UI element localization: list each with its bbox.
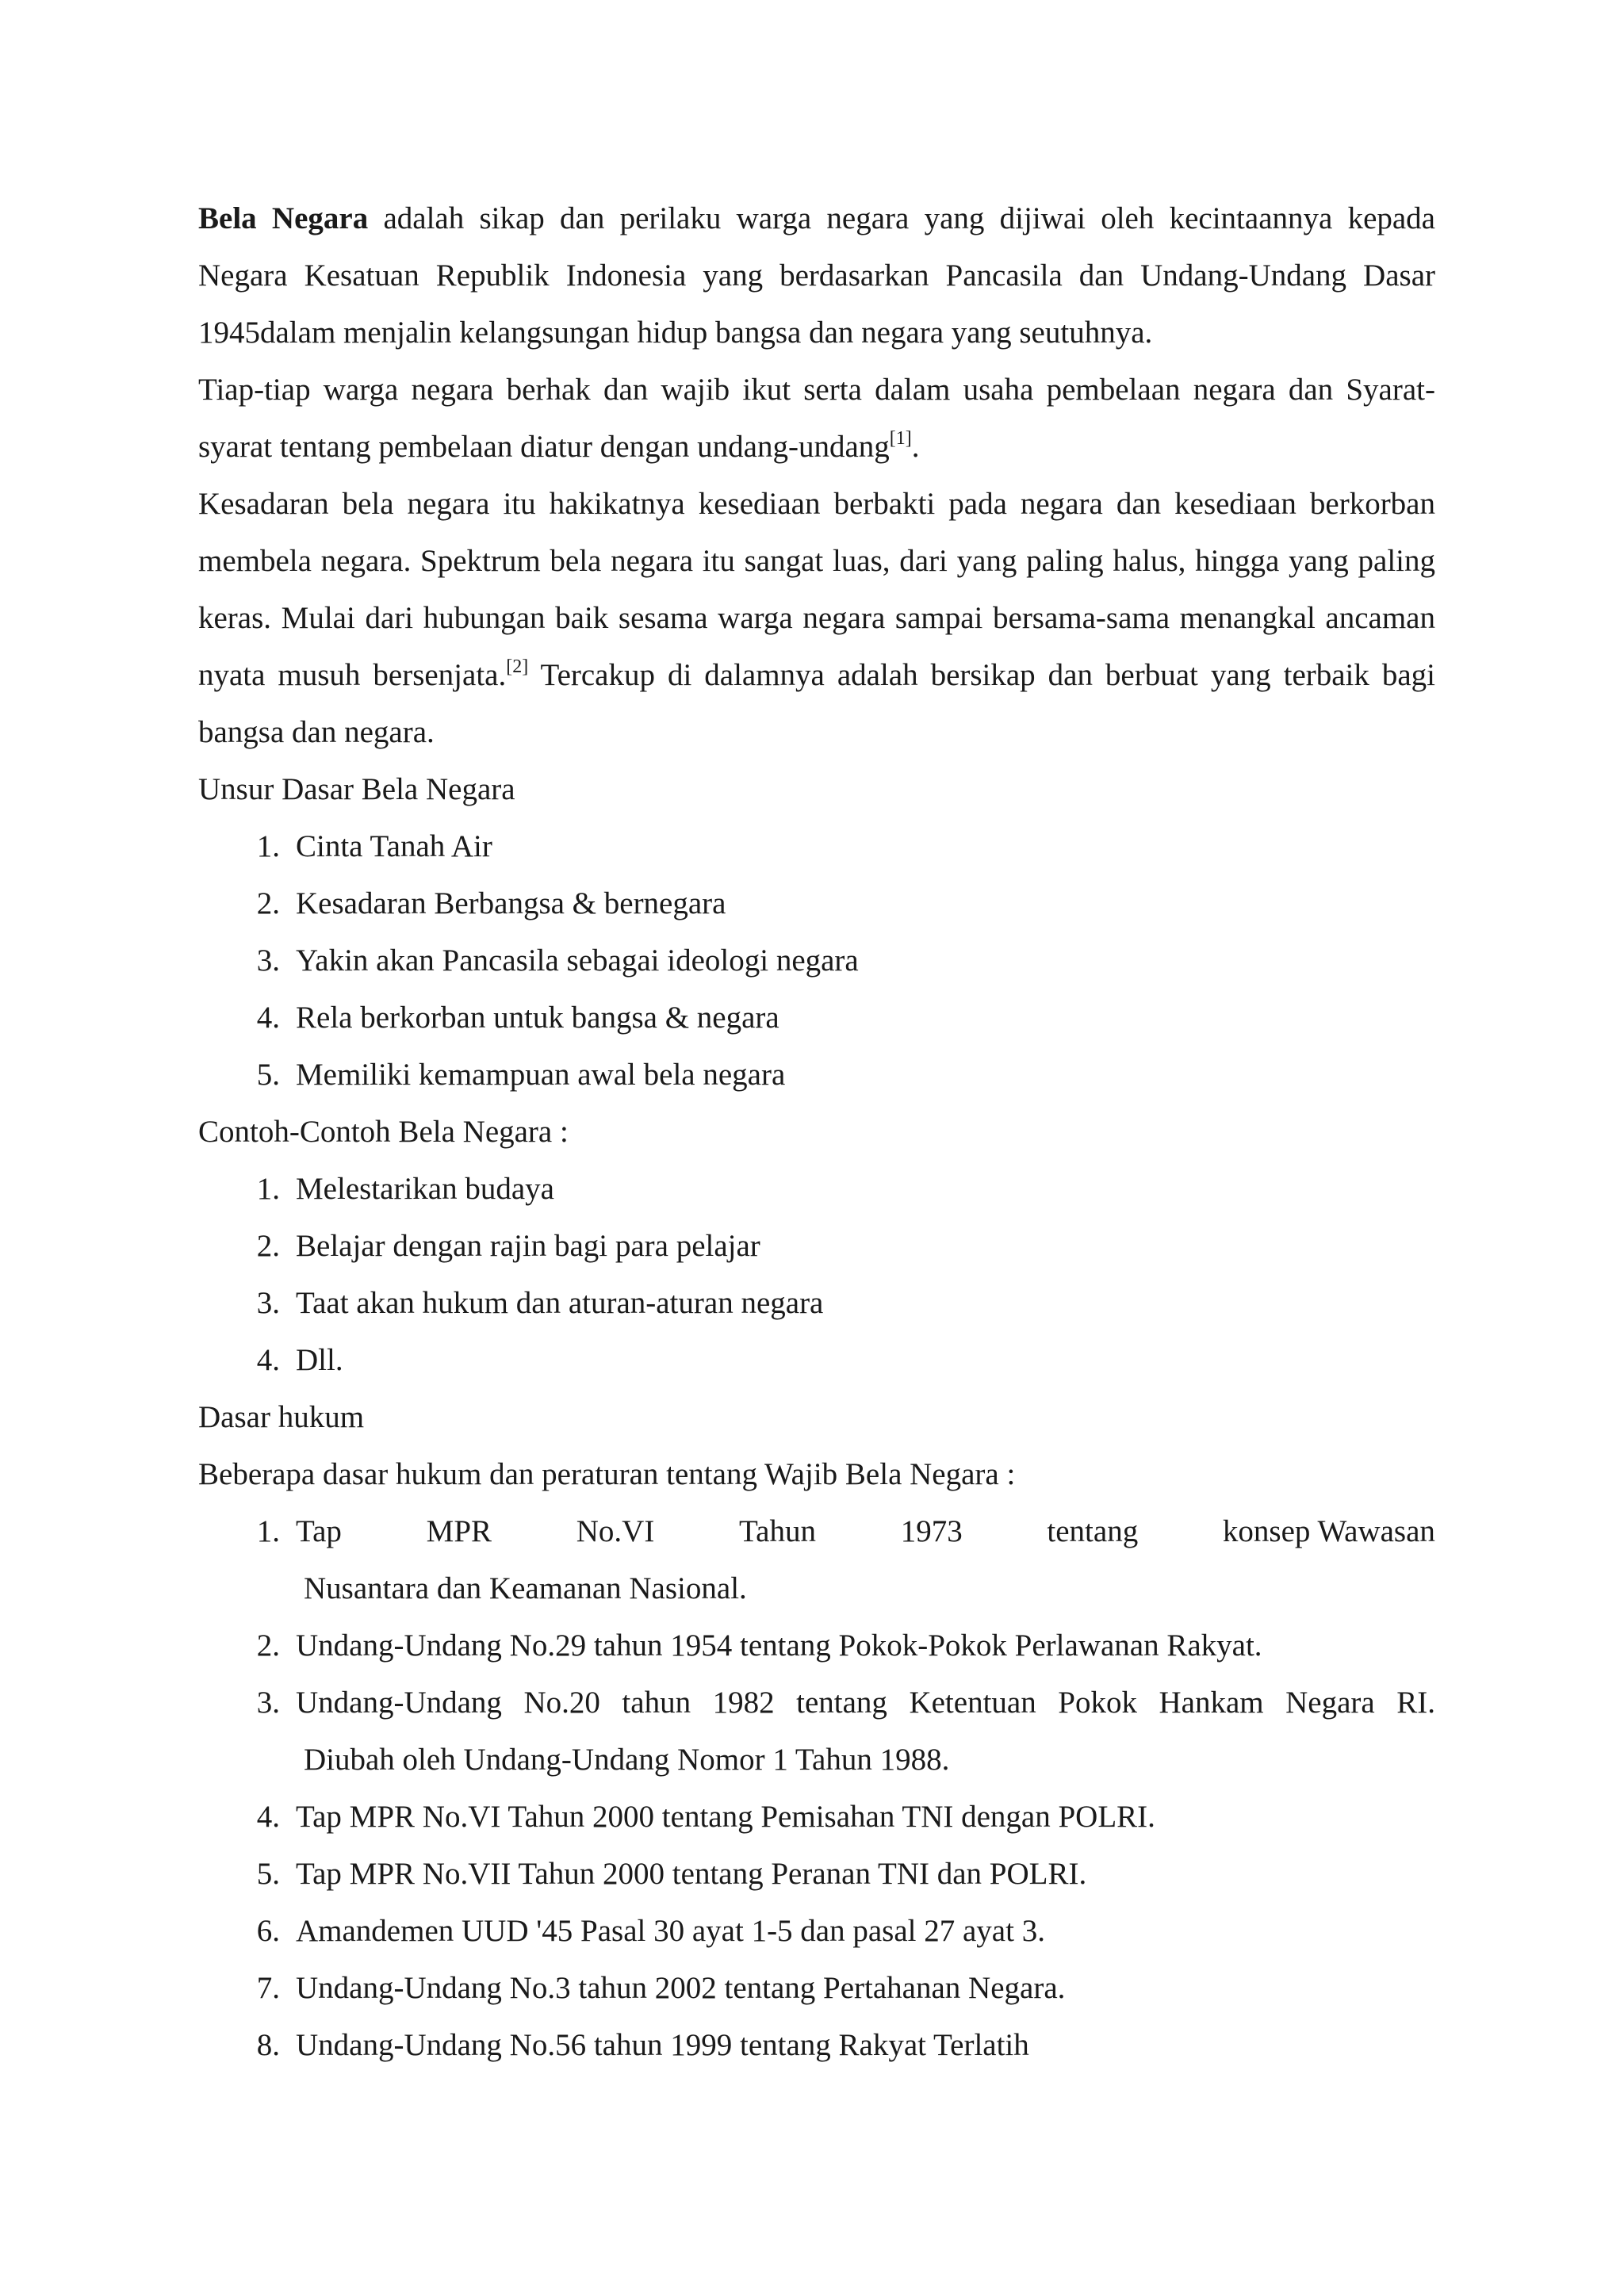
list-item [198, 1218, 1435, 1275]
intro-paragraph [198, 190, 1435, 362]
list-item [198, 1617, 1435, 1674]
intro-definition: adalah sikap dan perilaku warga negara yang dijiwai oleh kecintaannya kepada Negara Kesatuan Republik Indonesia yang berdasarkan Pancasila dan Undang-Undang Dasar 1945dalam menjalin kelangsungan hidup bangsa dan negara yang seutuhnya. [198, 201, 1435, 350]
list-item [198, 1674, 1435, 1789]
list-word: konsep Wawasan [1222, 1514, 1435, 1548]
list-item [198, 1789, 1435, 1846]
awareness-text-a: Kesadaran bela negara itu hakikatnya kesediaan berbakti pada negara dan kesediaan berkorban membela negara. Spektrum bela negara itu sangat luas, dari yang paling halus, hingga yang paling keras. Mulai dari hubungan baik sesama warga negara sampai bersama-sama menangkal ancaman nyata musuh bersenjata. [198, 487, 1435, 692]
list-number: 4. [256, 1343, 280, 1377]
list-item [198, 1903, 1435, 1960]
list-number: 1. [256, 1514, 280, 1548]
intro-term: Bela Negara [198, 201, 369, 235]
list-number: 5. [256, 1058, 280, 1092]
list-text: Kesadaran Berbangsa & bernegara [296, 886, 726, 920]
list-word: tentang [1047, 1514, 1139, 1548]
list-item [198, 818, 1435, 875]
obligation-end: . [911, 430, 920, 464]
list-item [198, 1047, 1435, 1104]
list-word: No.VI [576, 1514, 655, 1548]
list-number: 6. [256, 1914, 280, 1948]
list-text-continued: Diubah oleh Undang-Undang Nomor 1 Tahun 1988. [304, 1743, 950, 1777]
document-page [198, 190, 1435, 2074]
footnote-ref-2[interactable]: [2] [506, 656, 529, 677]
dasar-hukum-intro: Beberapa dasar hukum dan peraturan tentang Wajib Bela Negara : [198, 1457, 1016, 1491]
list-number: 2. [256, 1229, 280, 1263]
awareness-text-b: Tercakup di dalamnya adalah bersikap dan berbuat yang terbaik bagi bangsa dan negara. [198, 658, 1436, 749]
list-text: Memiliki kemampuan awal bela negara [296, 1058, 786, 1092]
list-text: Undang-Undang No.3 tahun 2002 tentang Pertahanan Negara. [296, 1971, 1066, 2005]
list-number: 4. [256, 1800, 280, 1834]
list-text: Amandemen UUD '45 Pasal 30 ayat 1-5 dan pasal 27 ayat 3. [296, 1914, 1045, 1948]
contoh-heading: Contoh-Contoh Bela Negara : [198, 1115, 569, 1149]
list-text: Undang-Undang No.20 tahun 1982 tentang Ketentuan Pokok Hankam Negara RI. [296, 1686, 1435, 1720]
list-text: Undang-Undang No.56 tahun 1999 tentang Rakyat Terlatih [296, 2028, 1029, 2062]
list-text-continued: Nusantara dan Keamanan Nasional. [304, 1571, 747, 1605]
dasar-hukum-list [198, 1503, 1435, 2074]
list-word: Tap [296, 1514, 342, 1548]
list-item [198, 1960, 1435, 2017]
list-text: Cinta Tanah Air [296, 829, 492, 863]
list-text [296, 1503, 1435, 1560]
list-word: MPR [426, 1514, 492, 1548]
footnote-ref-1[interactable]: [1] [889, 428, 912, 449]
list-text: Undang-Undang No.29 tahun 1954 tentang Pokok-Pokok Perlawanan Rakyat. [296, 1628, 1262, 1663]
list-item [198, 1503, 1435, 1617]
list-item [198, 1846, 1435, 1903]
list-number: 5. [256, 1857, 280, 1891]
list-text: Tap MPR No.VII Tahun 2000 tentang Peranan TNI dan POLRI. [296, 1857, 1087, 1891]
contoh-list [198, 1161, 1435, 1389]
list-number: 8. [256, 2028, 280, 2062]
list-text: Melestarikan budaya [296, 1172, 554, 1206]
list-word: 1973 [900, 1514, 963, 1548]
list-number: 2. [256, 1628, 280, 1663]
obligation-text: Tiap-tiap warga negara berhak dan wajib ikut serta dalam usaha pembelaan negara dan Syarat-syarat tentang pembelaan diatur dengan undang-undang [198, 373, 1435, 464]
list-number: 3. [256, 943, 280, 978]
unsur-list [198, 818, 1435, 1104]
obligation-paragraph [198, 362, 1435, 476]
list-number: 3. [256, 1286, 280, 1320]
list-text: Yakin akan Pancasila sebagai ideologi negara [296, 943, 859, 978]
list-text: Belajar dengan rajin bagi para pelajar [296, 1229, 760, 1263]
list-number: 7. [256, 1971, 280, 2005]
list-item [198, 1275, 1435, 1332]
list-item [198, 932, 1435, 989]
list-text: Dll. [296, 1343, 343, 1377]
list-number: 1. [256, 829, 280, 863]
list-text: Tap MPR No.VI Tahun 2000 tentang Pemisahan TNI dengan POLRI. [296, 1800, 1155, 1834]
unsur-heading: Unsur Dasar Bela Negara [198, 772, 515, 806]
list-item [198, 2017, 1435, 2074]
list-number: 4. [256, 1001, 280, 1035]
list-number: 3. [256, 1686, 280, 1720]
list-item [198, 875, 1435, 932]
list-number: 1. [256, 1172, 280, 1206]
list-text: Taat akan hukum dan aturan-aturan negara [296, 1286, 824, 1320]
list-text: Rela berkorban untuk bangsa & negara [296, 1001, 779, 1035]
dasar-hukum-heading: Dasar hukum [198, 1400, 365, 1434]
list-number: 2. [256, 886, 280, 920]
list-item [198, 1161, 1435, 1218]
list-item [198, 1332, 1435, 1389]
list-item [198, 989, 1435, 1047]
list-word: Tahun [739, 1514, 816, 1548]
awareness-paragraph [198, 476, 1435, 761]
